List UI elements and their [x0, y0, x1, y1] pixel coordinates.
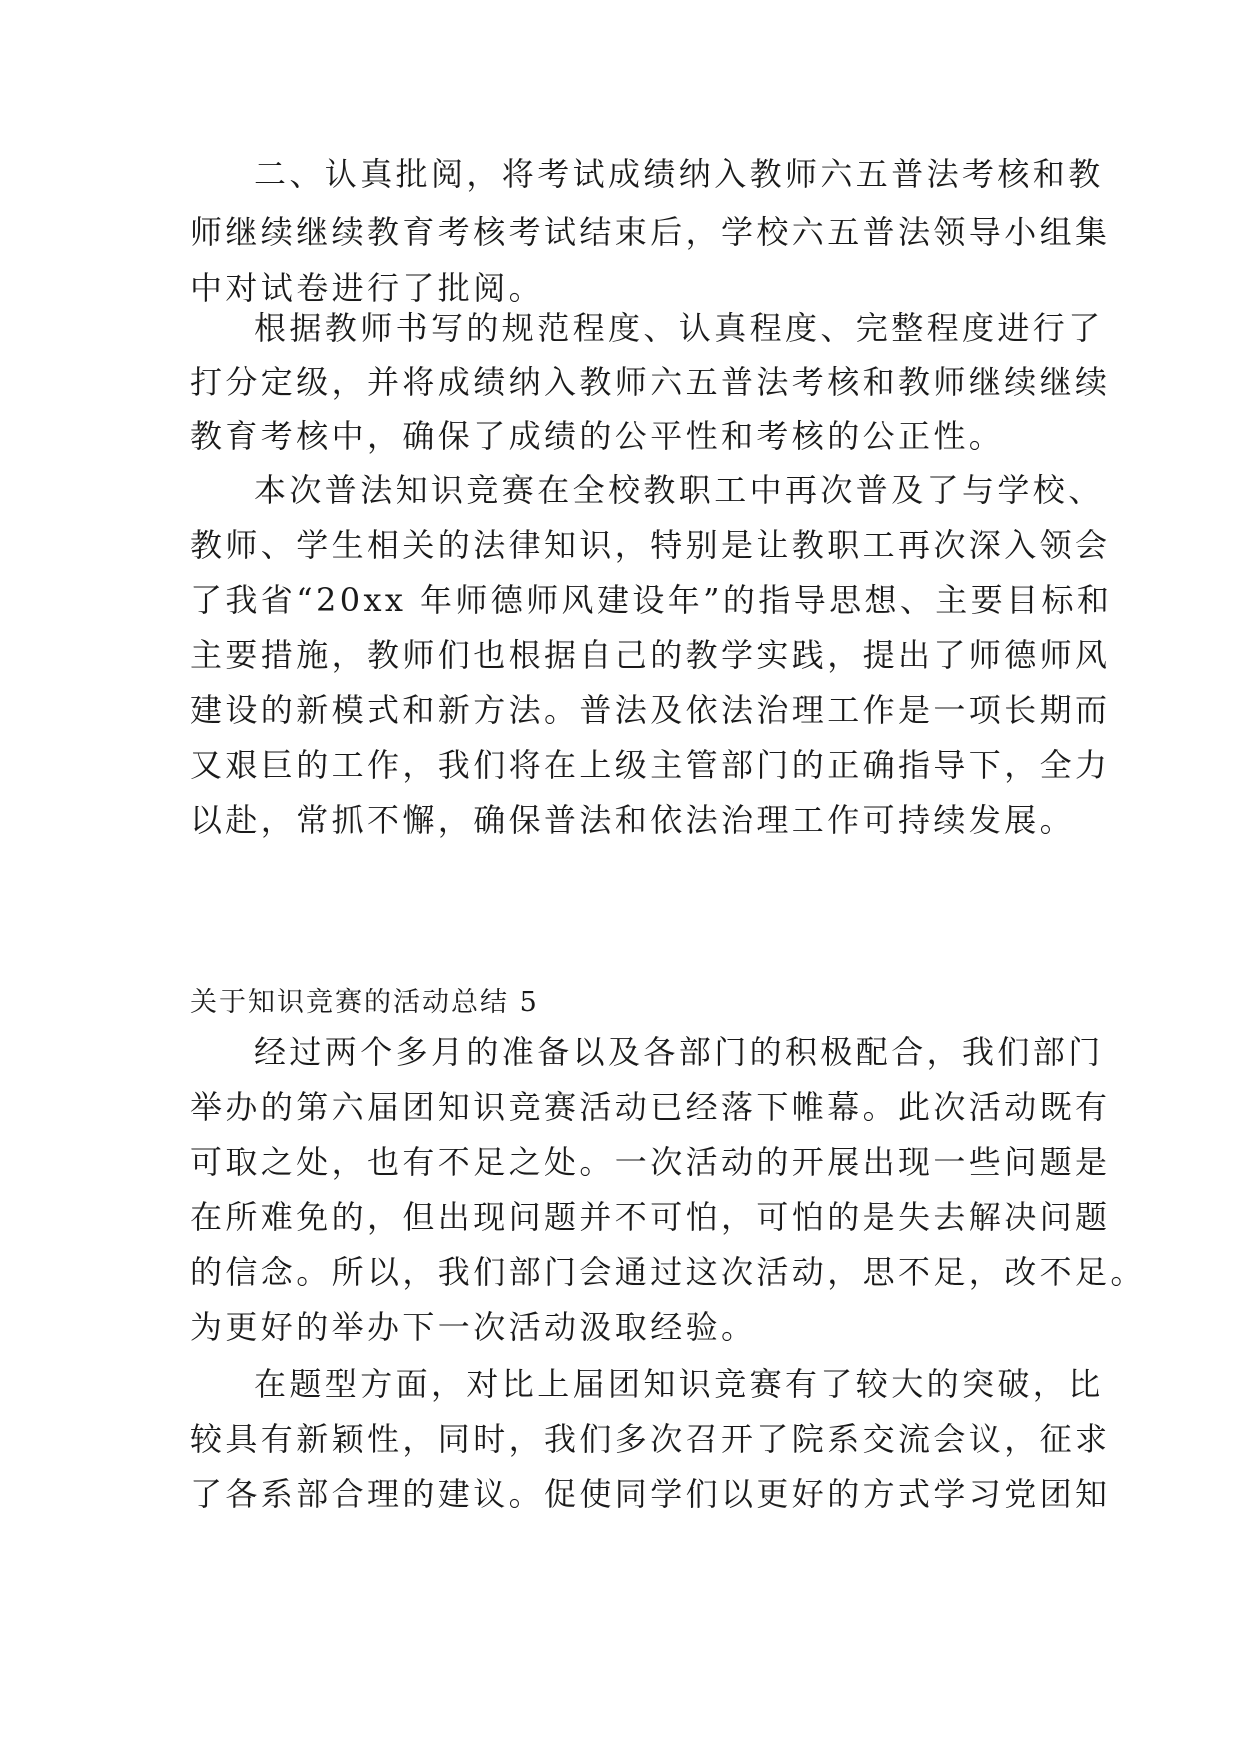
paragraph-line: 了各系部合理的建议。促使同学们以更好的方式学习党团知: [190, 1475, 1111, 1513]
paragraph-line: 又艰巨的工作，我们将在上级主管部门的正确指导下，全力: [190, 746, 1111, 784]
paragraph-line: 的信念。所以，我们部门会通过这次活动，思不足，改不足。: [190, 1253, 1146, 1291]
paragraph-line: 二、认真批阅，将考试成绩纳入教师六五普法考核和教: [254, 155, 1104, 193]
paragraph-line: 根据教师书写的规范程度、认真程度、完整程度进行了: [254, 309, 1104, 347]
paragraph-line: 中对试卷进行了批阅。: [190, 269, 545, 307]
paragraph-line: 师继续继续教育考核考试结束后，学校六五普法领导小组集: [190, 213, 1111, 251]
paragraph-line: 为更好的举办下一次活动汲取经验。: [190, 1308, 757, 1346]
paragraph-line: 在题型方面，对比上届团知识竞赛有了较大的突破，比: [254, 1365, 1104, 1403]
section-heading: 关于知识竞赛的活动总结 5: [190, 987, 539, 1018]
paragraph-line: 在所难免的，但出现问题并不可怕，可怕的是失去解决问题: [190, 1198, 1111, 1236]
paragraph-line: 主要措施，教师们也根据自己的教学实践，提出了师德师风: [190, 636, 1111, 674]
paragraph-line: 建设的新模式和新方法。普法及依法治理工作是一项长期而: [190, 691, 1111, 729]
paragraph-line: 经过两个多月的准备以及各部门的积极配合，我们部门: [254, 1033, 1104, 1071]
paragraph-line: 可取之处，也有不足之处。一次活动的开展出现一些问题是: [190, 1143, 1111, 1181]
paragraph-line: 以赴，常抓不懈，确保普法和依法治理工作可持续发展。: [190, 801, 1076, 839]
paragraph-line: 本次普法知识竞赛在全校教职工中再次普及了与学校、: [254, 471, 1104, 509]
paragraph-line: 较具有新颖性，同时，我们多次召开了院系交流会议，征求: [190, 1420, 1111, 1458]
paragraph-line: 教育考核中，确保了成绩的公平性和考核的公正性。: [190, 417, 1005, 455]
paragraph-line: 教师、学生相关的法律知识，特别是让教职工再次深入领会: [190, 526, 1111, 564]
paragraph-line: 打分定级，并将成绩纳入教师六五普法考核和教师继续继续: [190, 363, 1111, 401]
paragraph-line: 了我省“20xx 年师德师风建设年”的指导思想、主要目标和: [190, 581, 1113, 619]
paragraph-line: 举办的第六届团知识竞赛活动已经落下帷幕。此次活动既有: [190, 1088, 1111, 1126]
